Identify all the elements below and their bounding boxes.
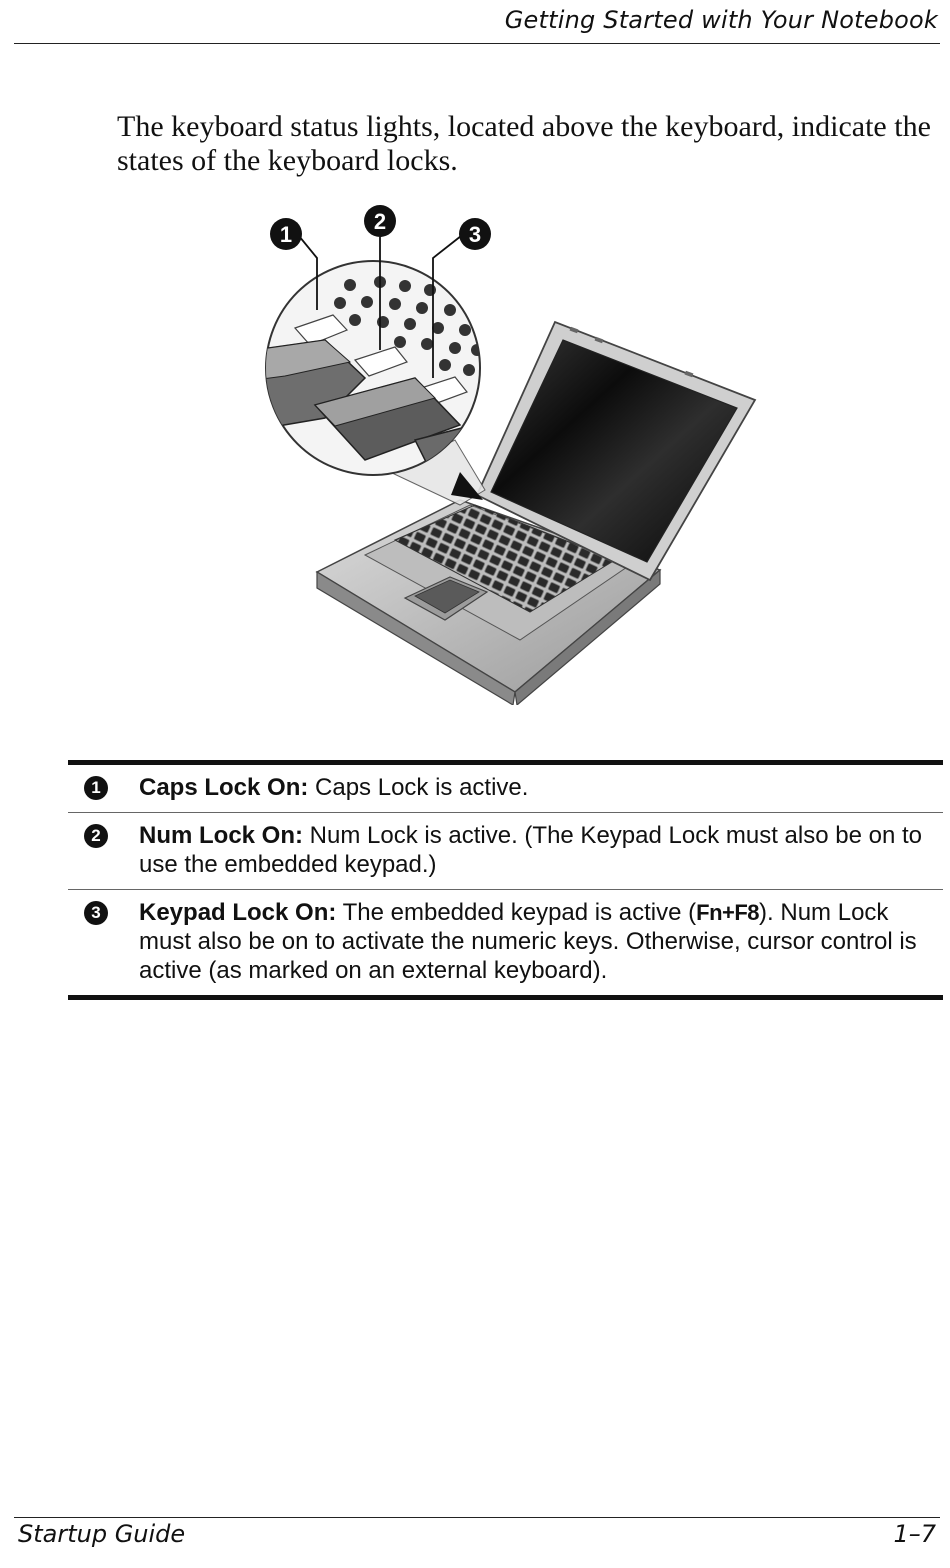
table-bottom-rule [68, 995, 943, 1000]
callout-2 [364, 205, 396, 237]
row-term: Keypad Lock On: [139, 899, 337, 926]
running-header: Getting Started with Your Notebook [504, 6, 938, 34]
footer-rule [14, 1517, 940, 1518]
row-description-start: The embedded keypad is active ( [336, 899, 697, 926]
row-description-end: ). Num Lock must also be on to activate the numeric keys. Otherwise, cursor control is active (as marked on an external keyboard). [139, 899, 917, 984]
callout-3 [459, 218, 491, 250]
intro-paragraph: The keyboard status lights, located above the keyboard, indicate the states of the keyboard locks. [117, 110, 931, 177]
header-rule [14, 43, 940, 44]
footer-guide-title: Startup Guide [18, 1520, 186, 1548]
row-description: Caps Lock is active. [308, 774, 529, 801]
svg-text:1: 1 [279, 222, 293, 247]
row-term: Caps Lock On: [139, 774, 309, 801]
svg-text:3: 3 [468, 222, 482, 247]
table-row [68, 890, 943, 995]
status-lights-legend-table [68, 760, 943, 1000]
row-term: Num Lock On: [139, 822, 304, 849]
callout-number-badge: 1 [84, 776, 108, 800]
key-combination: Fn+F8 [696, 900, 760, 925]
callout-number-badge: 2 [84, 824, 108, 848]
notebook-keyboard-lights-illustration [255, 200, 775, 705]
notebook-illustration-svg [255, 200, 775, 705]
table-row [68, 765, 943, 813]
callout-1 [270, 218, 302, 250]
callout-number-badge: 3 [84, 901, 108, 925]
svg-text:2: 2 [373, 209, 387, 234]
page-number: 1–7 [893, 1520, 936, 1548]
row-description: Num Lock is active. (The Keypad Lock must also be on to use the embedded keypad.) [139, 822, 922, 878]
table-row [68, 813, 943, 890]
